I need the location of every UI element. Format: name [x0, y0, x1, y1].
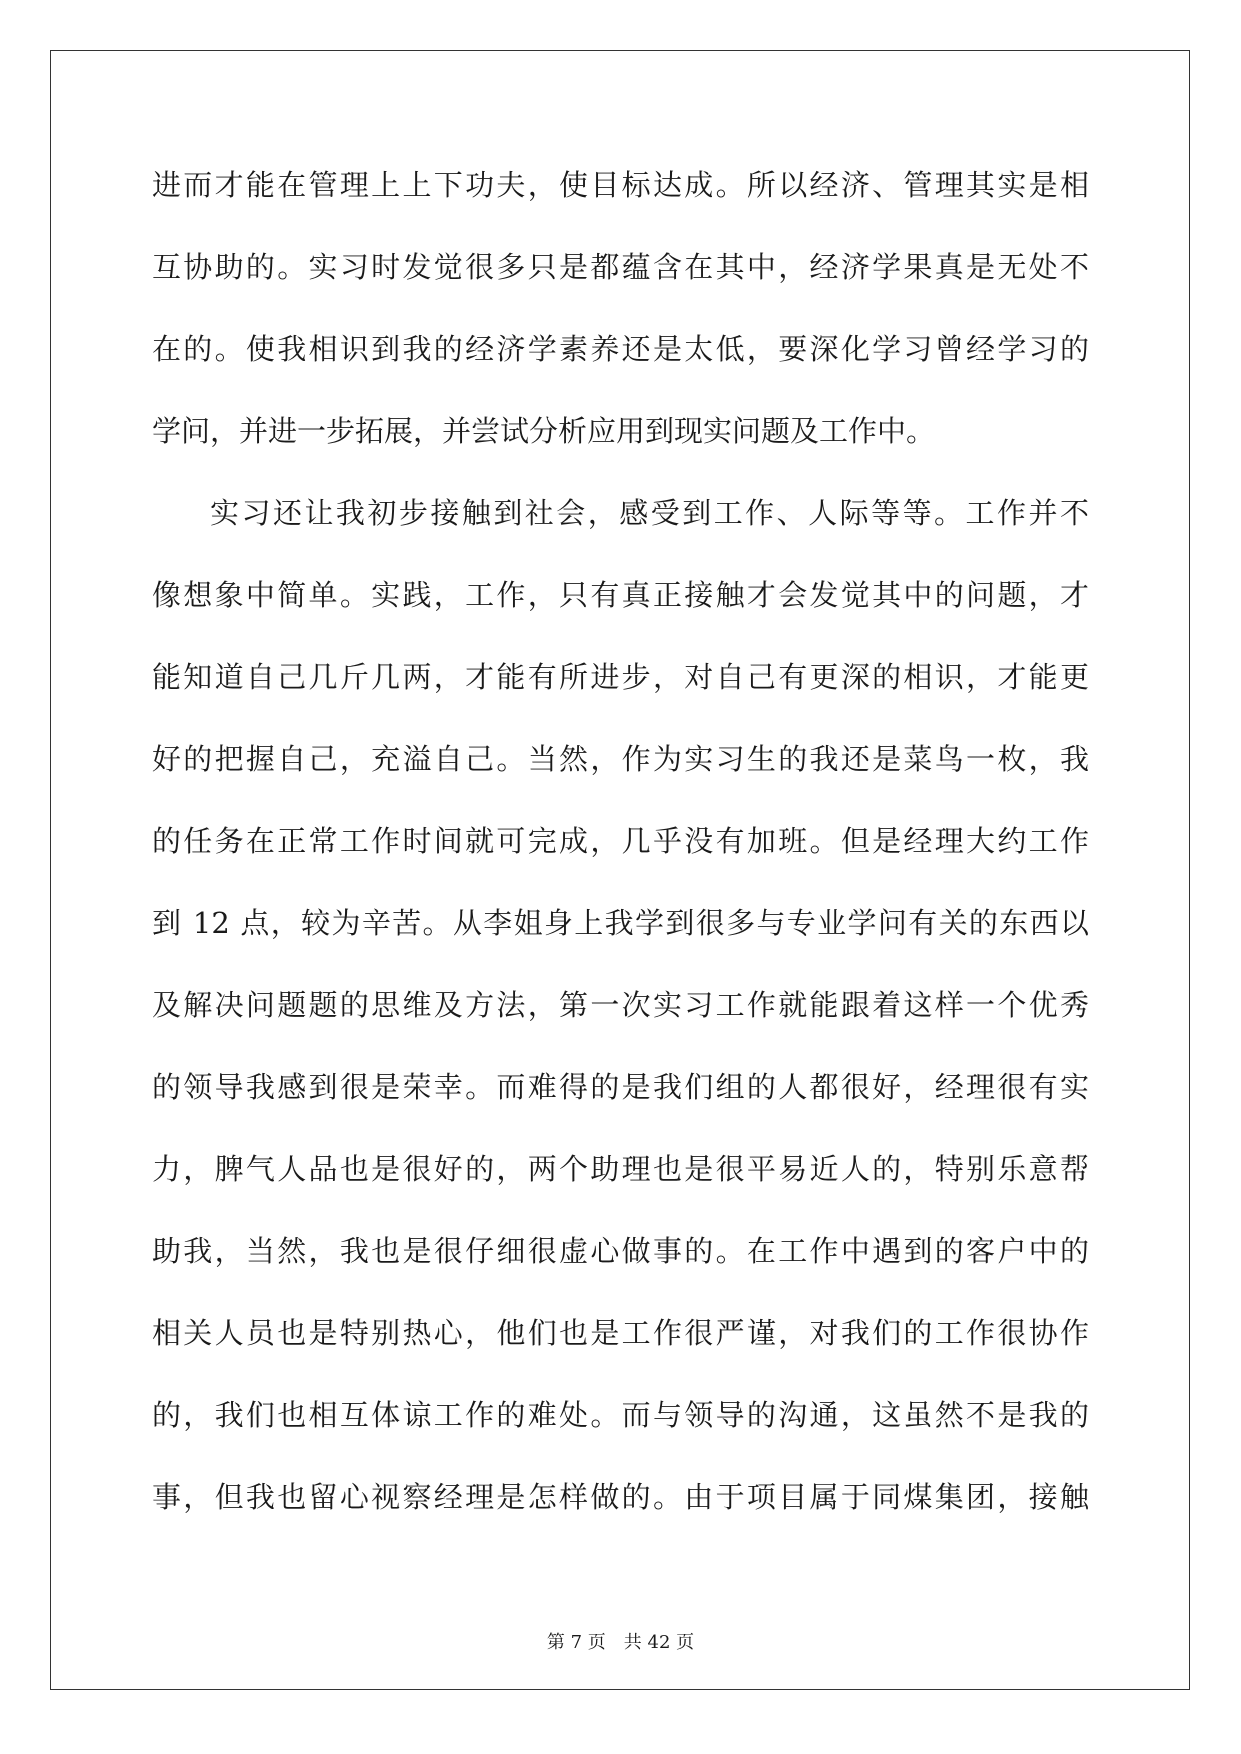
text-line: 事，但我也留心视察经理是怎样做的。由于项目属于同煤集团，接触 [152, 1480, 1089, 1514]
text-line: 能知道自己几斤几两，才能有所进步，对自己有更深的相识，才能更 [152, 660, 1089, 694]
page-footer [0, 1628, 1241, 1654]
page-total: 共 42 页 [623, 1632, 695, 1653]
page-number: 第 7 页 [546, 1632, 606, 1653]
text-line: 在的。使我相识到我的经济学素养还是太低，要深化学习曾经学习的 [152, 332, 1089, 366]
text-line: 及解决问题题的思维及方法，第一次实习工作就能跟着这样一个优秀 [152, 988, 1089, 1022]
text-line: 进而才能在管理上上下功夫，使目标达成。所以经济、管理其实是相 [152, 168, 1089, 202]
text-line: 的领导我感到很是荣幸。而难得的是我们组的人都很好，经理很有实 [152, 1070, 1089, 1104]
text-line: 好的把握自己，充溢自己。当然，作为实习生的我还是菜鸟一枚，我 [152, 742, 1089, 776]
text-line: 相关人员也是特别热心，他们也是工作很严谨，对我们的工作很协作 [152, 1316, 1089, 1350]
text-line: 互协助的。实习时发觉很多只是都蕴含在其中，经济学果真是无处不 [152, 250, 1089, 284]
text-line: 的任务在正常工作时间就可完成，几乎没有加班。但是经理大约工作 [152, 824, 1089, 858]
text-line: 到 12 点，较为辛苦。从李姐身上我学到很多与专业学问有关的东西以 [152, 906, 1089, 940]
text-line: 像想象中简单。实践，工作，只有真正接触才会发觉其中的问题，才 [152, 578, 1089, 612]
document-body [152, 162, 1089, 1556]
text-line: 力，脾气人品也是很好的，两个助理也是很平易近人的，特别乐意帮 [152, 1152, 1089, 1186]
text-line: 的，我们也相互体谅工作的难处。而与领导的沟通，这虽然不是我的 [152, 1398, 1089, 1432]
text-line: 助我，当然，我也是很仔细很虚心做事的。在工作中遇到的客户中的 [152, 1234, 1089, 1268]
text-line: 实习还让我初步接触到社会，感受到工作、人际等等。工作并不 [210, 496, 1089, 530]
text-line: 学问，并进一步拓展，并尝试分析应用到现实问题及工作中。 [152, 414, 936, 448]
